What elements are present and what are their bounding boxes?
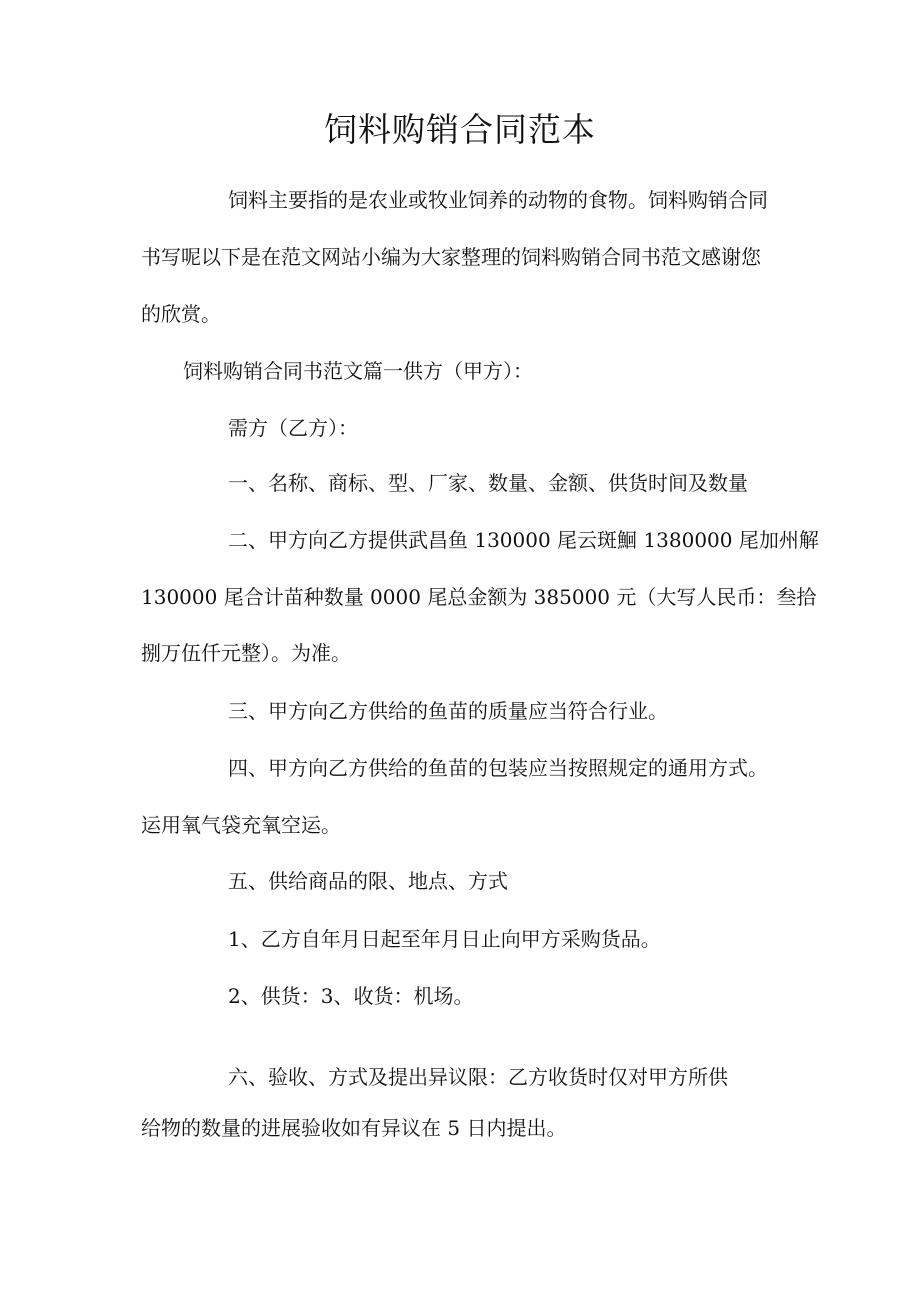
clause-4-line-2: 运用氧气袋充氧空运。 (141, 813, 341, 837)
clause-5-item-1: 1、乙方自年月日起至年月日止向甲方采购货品。 (228, 927, 661, 951)
clause-6-line-2: 给物的数量的进展验收如有异议在 5 日内提出。 (141, 1116, 567, 1140)
contract-heading: 饲料购销合同书范文篇一供方（甲方）： (183, 359, 533, 383)
clause-2-line-1: 二、甲方向乙方提供武昌鱼 130000 尾云斑鮰 1380000 尾加州解 (228, 528, 819, 552)
clause-5-heading: 五、供给商品的限、地点、方式 (228, 869, 508, 893)
intro-line-1: 饲料主要指的是农业或牧业饲养的动物的食物。饲料购销合同 (228, 188, 768, 212)
clause-1: 一、名称、商标、型、厂家、数量、金额、供货时间及数量 (228, 471, 748, 495)
clause-4-line-1: 四、甲方向乙方供给的鱼苗的包装应当按照规定的通用方式。 (228, 756, 768, 780)
document-title: 饲料购销合同范本 (324, 110, 596, 149)
buyer-label: 需方（乙方）： (228, 416, 358, 440)
intro-line-2: 书写呢以下是在范文网站小编为大家整理的饲料购销合同书范文感谢您 (141, 245, 761, 269)
clause-3: 三、甲方向乙方供给的鱼苗的质量应当符合行业。 (228, 699, 668, 723)
clause-2-line-2: 130000 尾合计苗种数量 0000 尾总金额为 385000 元（大写人民币：叁拾 (141, 585, 817, 609)
clause-2-line-3: 捌万伍仟元整）。为准。 (141, 641, 351, 665)
clause-5-item-2: 2、供货：3、收货：机场。 (228, 984, 474, 1008)
intro-line-3: 的欣赏。 (141, 302, 221, 326)
clause-6-line-1: 六、验收、方式及提出异议限：乙方收货时仅对甲方所供 (228, 1065, 728, 1089)
